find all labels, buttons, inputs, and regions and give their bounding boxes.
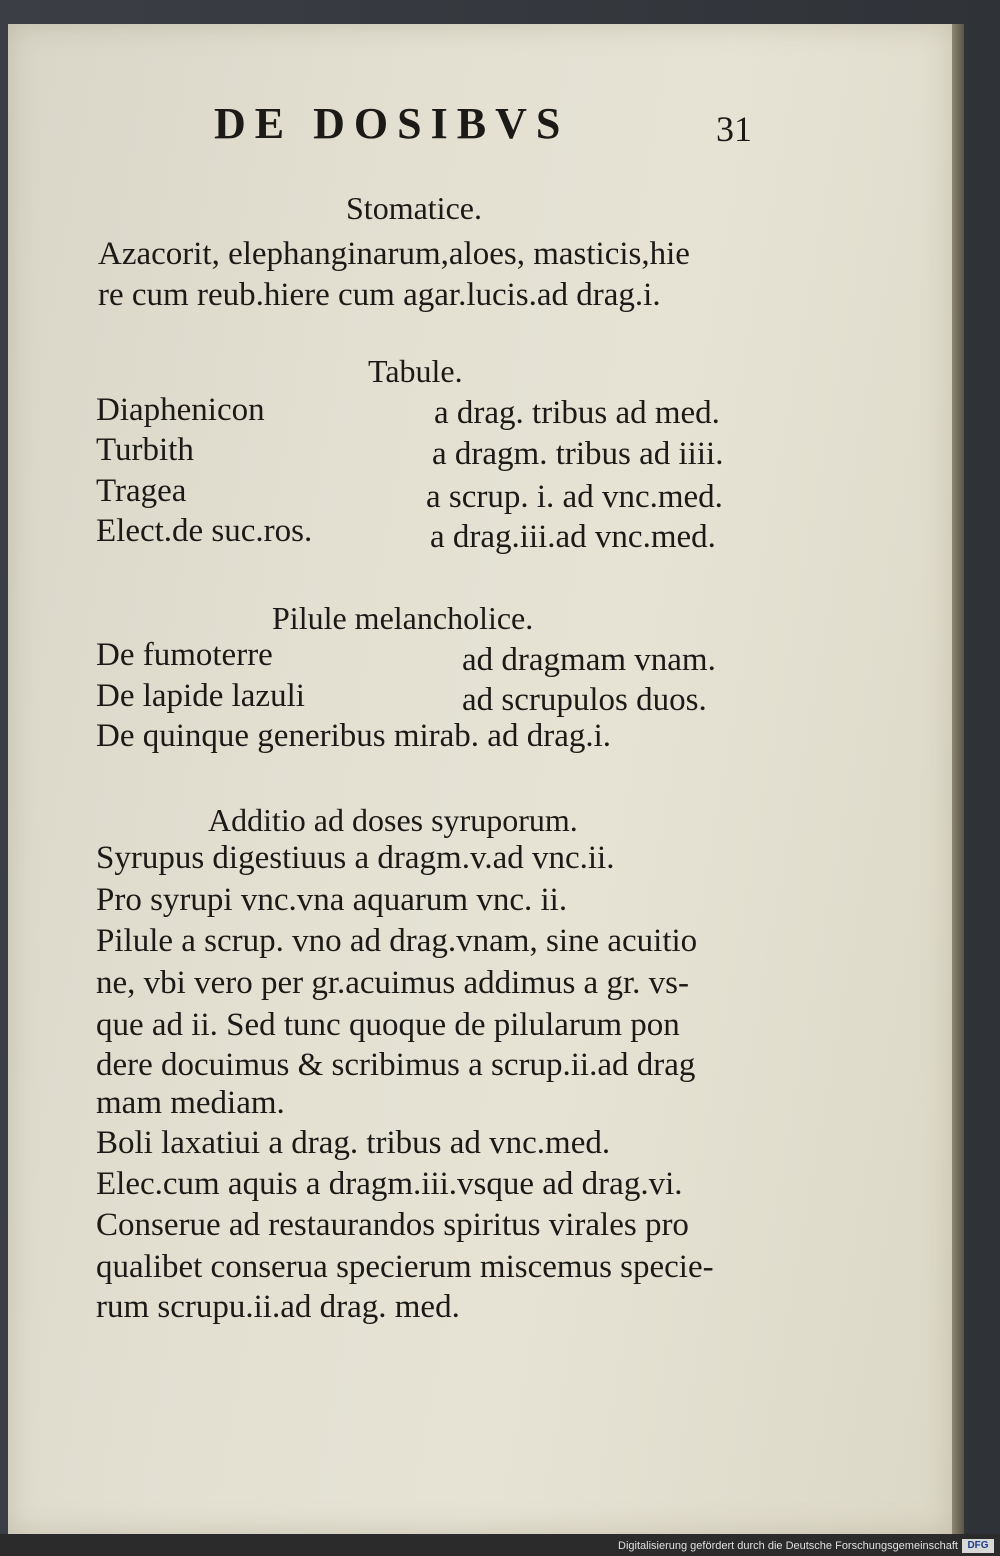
section-heading-pilule: Pilule melancholice. xyxy=(272,600,534,636)
additio-line: dere docuimus & scribimus a scrup.ii.ad drag xyxy=(96,1047,696,1083)
pilule-row-dose: ad scrupulos duos. xyxy=(462,682,707,718)
section-heading-additio: Additio ad doses syruporum. xyxy=(208,802,578,838)
tabule-row-dose: a dragm. tribus ad iiii. xyxy=(432,436,724,472)
additio-line: mam mediam. xyxy=(96,1085,285,1121)
tabule-row-name: Diaphenicon xyxy=(96,392,265,428)
section-heading-tabule: Tabule. xyxy=(368,353,463,389)
tabule-row-dose: a drag. tribus ad med. xyxy=(434,395,720,431)
tabule-row-dose: a drag.iii.ad vnc.med. xyxy=(430,519,716,555)
additio-line: ne, vbi vero per gr.acuimus addimus a gr. vs- xyxy=(96,965,689,1001)
page-number: 31 xyxy=(716,109,752,149)
additio-line: Elec.cum aquis a dragm.iii.vsque ad drag.vi. xyxy=(96,1166,683,1202)
stomatice-line-2: re cum reub.hiere cum agar.lucis.ad drag.i. xyxy=(98,277,661,313)
running-head-title: DE DOSIBVS xyxy=(214,99,570,148)
additio-line: Conserue ad restaurandos spiritus virales pro xyxy=(96,1207,689,1243)
tabule-row-dose: a scrup. i. ad vnc.med. xyxy=(426,479,723,515)
pilule-row-name: De fumoterre xyxy=(96,637,273,673)
pilule-row-dose: ad dragmam vnam. xyxy=(462,642,716,678)
tabule-row-name: Tragea xyxy=(96,473,187,509)
additio-line: qualibet conserua specierum miscemus specie- xyxy=(96,1249,714,1285)
pilule-row-name: De lapide lazuli xyxy=(96,678,305,714)
additio-line: rum scrupu.ii.ad drag. med. xyxy=(96,1289,460,1325)
additio-line: Pro syrupi vnc.vna aquarum vnc. ii. xyxy=(96,882,568,918)
page-edge xyxy=(952,24,964,1534)
section-heading-stomatice: Stomatice. xyxy=(346,190,482,226)
stomatice-line-1: Azacorit, elephanginarum,aloes, masticis,hie xyxy=(98,236,690,272)
additio-line: Pilule a scrup. vno ad drag.vnam, sine acuitio xyxy=(96,923,698,959)
funding-credit: Digitalisierung gefördert durch die Deutsche Forschungsgemeinschaft xyxy=(618,1540,958,1552)
additio-line: Syrupus digestiuus a dragm.v.ad vnc.ii. xyxy=(96,840,615,876)
additio-line: Boli laxatiui a drag. tribus ad vnc.med. xyxy=(96,1125,611,1161)
tabule-row-name: Turbith xyxy=(96,432,194,468)
additio-line: que ad ii. Sed tunc quoque de pilularum pon xyxy=(96,1007,680,1043)
dfg-logo-icon: DFG xyxy=(962,1539,994,1553)
tabule-row-name: Elect.de suc.ros. xyxy=(96,513,313,549)
pilule-extra-line: De quinque generibus mirab. ad drag.i. xyxy=(96,718,612,754)
